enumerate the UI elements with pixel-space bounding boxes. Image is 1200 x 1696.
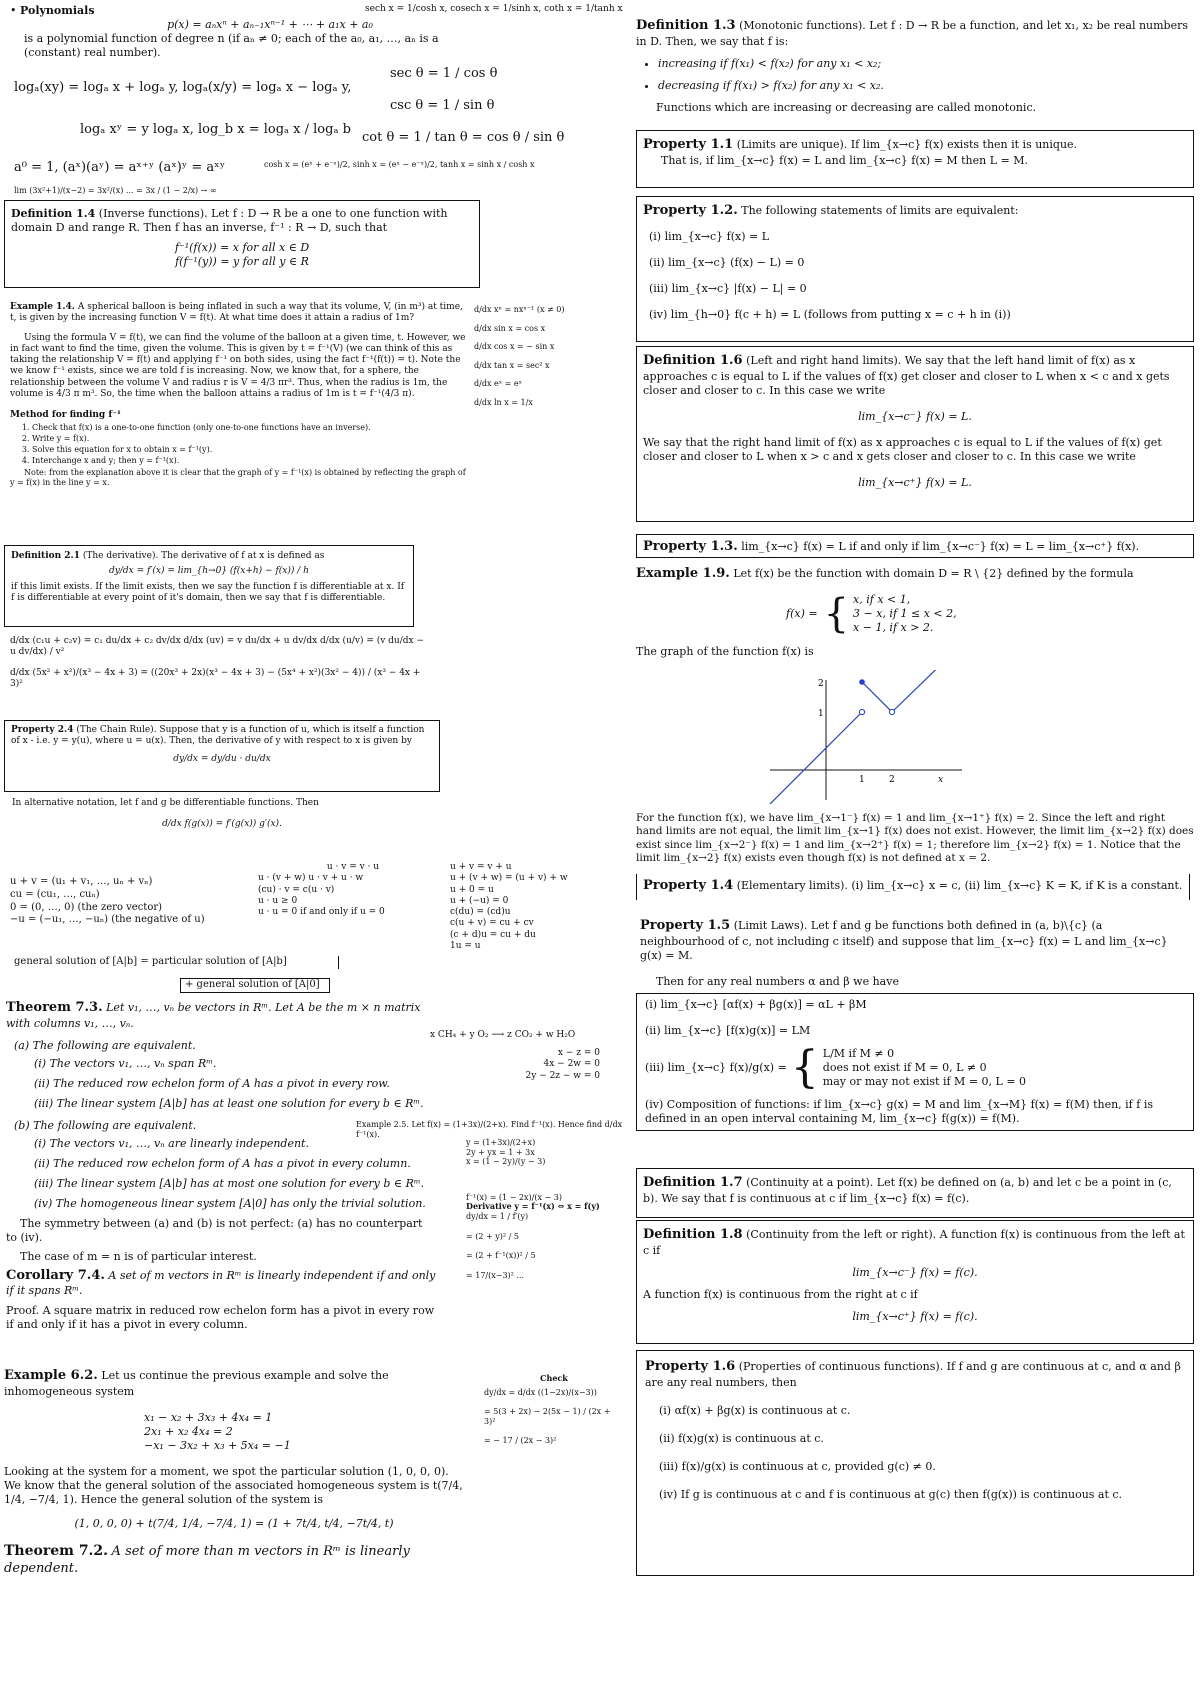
example-1-4 bbox=[10, 302, 468, 488]
quotient-example: d/dx (5x² + x²)/(x³ − 4x + 3) = ((20x³ + 2x)(x³ − 4x + 3) − (5x⁴ + x²)(3x² − 4)) / (x³ − 4x + 3)² bbox=[10, 668, 421, 690]
property-1-1 bbox=[636, 130, 1194, 188]
poly-desc: is a polynomial function of degree n (if aₙ ≠ 0; each of the a₀, a₁, …, aₙ is a (constant) real number). bbox=[24, 32, 439, 60]
p15-then: Then for any real numbers α and β we have bbox=[656, 974, 899, 988]
open-point bbox=[859, 709, 864, 714]
d18-eq1: lim_{x→c⁻} f(x) = f(c). bbox=[852, 1265, 978, 1279]
ex62-system bbox=[144, 1411, 464, 1453]
method-step: 4. Interchange x and y; then y = f⁻¹(x). bbox=[32, 456, 468, 466]
vector-axiom: u + 0 = u bbox=[450, 884, 494, 895]
p15-case: L/M if M ≠ 0 bbox=[822, 1046, 895, 1060]
vector-axiom: c(u + v) = cu + cv bbox=[450, 918, 534, 929]
p11-text: (Limits are unique). If lim_{x→c} f(x) exists then it is unique. bbox=[736, 138, 1078, 151]
thm73-a-item: (ii) The reduced row echelon form of A has a pivot in every row. bbox=[34, 1076, 390, 1090]
property-1-3 bbox=[636, 534, 1194, 558]
thm72-title: Theorem 7.2. bbox=[4, 1543, 109, 1560]
chem-system bbox=[460, 1048, 600, 1082]
prop24-title: Property 2.4 bbox=[11, 725, 74, 735]
graph-text: The graph of the function f(x) is bbox=[636, 644, 814, 658]
general-solution: general solution of [A|b] = particular solution of [A|b] bbox=[14, 956, 339, 969]
derivation-step: = 17/(x−3)² ... bbox=[466, 1270, 525, 1280]
vector-axiom: u + (v + w) = (u + v) + w bbox=[450, 873, 568, 884]
case-note: The case of m = n is of particular interest. bbox=[20, 1249, 257, 1263]
vector-op: cu = (cu₁, …, cuₙ) bbox=[10, 888, 100, 900]
poly-formula: p(x) = aₙxⁿ + aₙ₋₁xⁿ⁻¹ + ⋯ + a₁x + a₀ bbox=[167, 18, 373, 32]
p12-item: (iv) lim_{h→0} f(c + h) = L (follows from putting x = c + h in (i)) bbox=[649, 307, 1011, 321]
hyperbolic-defs: cosh x = (eˣ + e⁻ˣ)/2, sinh x = (eˣ − e⁻ˣ)/2, tanh x = sinh x / cosh x bbox=[264, 160, 535, 169]
derivative-rules: d/dx (c₁u + c₂v) = c₁ du/dx + c₂ dv/dx d/dx (uv) = v du/dx + u dv/dx d/dx (u/v) = (v du/dx − u dv/dx) / v² bbox=[10, 636, 424, 658]
d18-text2: A function f(x) is continuous from the right at c if bbox=[643, 1287, 918, 1301]
definition-1-7 bbox=[636, 1168, 1194, 1218]
sec-def: sec θ = 1 / cos θ bbox=[390, 66, 498, 81]
def21-eq: dy/dx = f′(x) = lim_{h→0} (f(x+h) − f(x)) / h bbox=[109, 566, 309, 577]
piecewise-lhs: f(x) = bbox=[786, 606, 818, 620]
p11-text2: That is, if lim_{x→c} f(x) = L and lim_{x→c} f(x) = M then L = M. bbox=[661, 153, 1028, 167]
tiny-limit-row: lim (3x²+1)/(x−2) = 3x²/(x) ... = 3x / (1 − 2/x) → ∞ bbox=[14, 186, 217, 195]
example-6-2 bbox=[4, 1368, 464, 1578]
cot-def: cot θ = 1 / tan θ = cos θ / sin θ bbox=[362, 130, 565, 145]
d16-text: (Left and right hand limits). We say that the left hand limit of f(x) as x approaches c is equal to L if the values of f(x) get closer and closer to L when x < c and x gets closer and closer to c. In this case we write bbox=[643, 354, 1170, 397]
tick-label: 2 bbox=[818, 679, 824, 689]
property-1-6 bbox=[636, 1350, 1194, 1576]
d16-eq2: lim_{x→c⁺} f(x) = L. bbox=[858, 476, 972, 490]
proof-text: Proof. A square matrix in reduced row echelon form has a pivot in every row if and only if it has a pivot in every column. bbox=[6, 1304, 435, 1332]
vector-op: u + v = (u₁ + v₁, …, uₙ + vₙ) bbox=[10, 876, 153, 887]
tick-label: 1 bbox=[859, 775, 865, 785]
property-2-4 bbox=[4, 720, 440, 831]
def13-after: Functions which are increasing or decreasing are called monotonic. bbox=[656, 100, 1037, 114]
ex62-final: (1, 0, 0, 0) + t(7/4, 1/4, −7/4, 1) = (1 + 7t/4, t/4, −7t/4, t) bbox=[74, 1517, 394, 1531]
vector-axiom: (c + d)u = cu + du bbox=[450, 929, 536, 940]
segment-x-minus-1 bbox=[892, 670, 956, 712]
property-1-4 bbox=[636, 874, 1190, 900]
derivation-step: = (2 + y)² / 5 bbox=[466, 1231, 519, 1241]
ex19-after: For the function f(x), we have lim_{x→1⁻} f(x) = 1 and lim_{x→1⁺} f(x) = 2. Since the left and right hand limits are not equal, the limit lim_{x→1} f(x) does not exist. However, the limit lim_{x→2} f(x) does exist since lim_{x→2⁻} f(x) = 1 and lim_{x→2⁺} f(x) = 1; therefore lim_{x→2} f(x) = 1. Notice that the limit lim_{x→2} f(x) exists even though f(x) is not defined at x = 2. bbox=[636, 812, 1194, 865]
p15-iv: (iv) Composition of functions: if lim_{x→c} g(x) = M and lim_{x→M} f(x) = f(M) then, if f is defined in an open interval containing M, lim_{x→c} f(g(x)) = f(M). bbox=[645, 1098, 1153, 1126]
dot-prop: u · v = v · u bbox=[326, 862, 380, 872]
side-derivation bbox=[466, 1138, 616, 1280]
p13-text: lim_{x→c} f(x) = L if and only if lim_{x→c⁻} f(x) = L = lim_{x→c⁺} f(x). bbox=[741, 540, 1140, 553]
p15-case: does not exist if M = 0, L ≠ 0 bbox=[822, 1060, 987, 1074]
def14-eq2: f(f⁻¹(y)) = y for all y ∈ R bbox=[175, 255, 309, 269]
def13-text: (Monotonic functions). Let f : D → R be a function, and let x₁, x₂ be real numbers in D. Then, we say that f is: bbox=[636, 19, 1189, 48]
vector-axiom: c(du) = (cd)u bbox=[450, 907, 511, 917]
thm73-a-item: (i) The vectors v₁, …, vₙ span Rᵐ. bbox=[34, 1056, 217, 1070]
def14-title: Definition 1.4 bbox=[11, 207, 96, 220]
dot-prop: u · u ≥ 0 bbox=[258, 895, 298, 906]
p16-item: (iii) f(x)/g(x) is continuous at c, provided g(c) ≠ 0. bbox=[659, 1459, 936, 1473]
deriv-rule: d/dx ln x = 1/x bbox=[474, 397, 533, 407]
ex19-text: Let f(x) be the function with domain D = R \ {2} defined by the formula bbox=[733, 567, 1134, 580]
chem-eq-row: 4x − 2w = 0 bbox=[543, 1059, 600, 1070]
piecewise-def bbox=[786, 590, 1194, 637]
p16-text: (Properties of continuous functions). If f and g are continuous at c, and α and β are any real numbers, then bbox=[645, 1360, 1181, 1389]
definition-1-3 bbox=[636, 18, 1196, 115]
dot-prop: u · u = 0 if and only if u = 0 bbox=[258, 907, 385, 917]
def13-title: Definition 1.3 bbox=[636, 18, 736, 33]
piecewise-graph bbox=[766, 670, 966, 804]
example-1-9 bbox=[636, 566, 1194, 659]
log-rules-1: logₐ(xy) = logₐ x + logₐ y, logₐ(x/y) = logₐ x − logₐ y, bbox=[14, 80, 352, 95]
p14-title: Property 1.4 bbox=[643, 878, 734, 893]
deriv-rule: d/dx tan x = sec² x bbox=[474, 360, 550, 370]
dot-prop: (cu) · v = c(u · v) bbox=[258, 884, 335, 895]
ex14-solution: Using the formula V = f(t), we can find the volume of the balloon at a given time, t. However, we in fact want to find the time, given the volume. This is given by t = f⁻¹(V) (we can think of this as taking the relationship V = f(t) and applying f⁻¹ on both sides, using the fact f⁻¹(f(t)) = t). Note the we know f⁻¹ exists, since we are told f is increasing. Now, we know that, for a sphere, the relationship between the volume V and radius r is V = 4/3 πr³. Thus, when the radius is 1m, the volume is 4/3 π m³. So, the time when the balloon attains a radius of 1m is t = f⁻¹(4/3 π). bbox=[10, 332, 466, 399]
method-step: 1. Check that f(x) is a one-to-one function (only one-to-one functions have an inverse). bbox=[32, 423, 468, 433]
d18-text: (Continuity from the left or right). A function f(x) is continuous from the left at c if bbox=[643, 1228, 1185, 1257]
property-1-2 bbox=[636, 196, 1194, 342]
derivation-step: 2y + yx = 1 + 3x bbox=[466, 1147, 535, 1157]
p16-item: (iv) If g is continuous at c and f is continuous at g(c) then f(g(x)) is continuous at c. bbox=[659, 1487, 1123, 1501]
p16-item: (ii) f(x)g(x) is continuous at c. bbox=[659, 1431, 824, 1445]
thm73-a: (a) The following are equivalent. bbox=[14, 1038, 196, 1052]
ex62-text: Let us continue the previous example and solve the inhomogeneous system bbox=[4, 1369, 389, 1398]
p15-case: may or may not exist if M = 0, L = 0 bbox=[822, 1075, 1027, 1089]
p15-title: Property 1.5 bbox=[640, 918, 731, 933]
d16-eq1: lim_{x→c⁻} f(x) = L. bbox=[858, 409, 972, 423]
symmetry-note: The symmetry between (a) and (b) is not perfect: (a) has no counterpart to (iv). bbox=[6, 1217, 423, 1245]
check-row: = − 17 / (2x − 3)² bbox=[484, 1436, 557, 1446]
p15-iii-lhs: (iii) lim_{x→c} f(x)/g(x) = bbox=[645, 1060, 787, 1074]
derivative-table bbox=[474, 305, 634, 408]
def13-list bbox=[636, 57, 1196, 93]
p12-item: (i) lim_{x→c} f(x) = L bbox=[649, 229, 770, 243]
segment-3-minus-x bbox=[862, 682, 892, 712]
method-step: 2. Write y = f(x). bbox=[32, 434, 468, 444]
p11-title: Property 1.1 bbox=[643, 137, 734, 152]
brace-icon: { bbox=[823, 590, 850, 637]
def13-item: • increasing if f(x₁) < f(x₂) for any x₁ < x₂; bbox=[658, 57, 1196, 71]
theorem-7-3 bbox=[6, 1000, 436, 1333]
csc-def: csc θ = 1 / sin θ bbox=[390, 98, 495, 113]
p12-item: (iii) lim_{x→c} |f(x) − L| = 0 bbox=[649, 281, 807, 295]
d17-title: Definition 1.7 bbox=[643, 1175, 743, 1190]
definition-2-1 bbox=[4, 545, 414, 627]
piece-case: x, if x < 1, bbox=[853, 592, 911, 606]
derivation-step: y = (1+3x)/(2+x) bbox=[466, 1138, 536, 1147]
d18-title: Definition 1.8 bbox=[643, 1227, 743, 1242]
deriv-rule: d/dx xⁿ = nxⁿ⁻¹ (x ≠ 0) bbox=[474, 305, 565, 314]
piece-case: x − 1, if x > 2. bbox=[853, 620, 934, 634]
vector-op: 0 = (0, …, 0) (the zero vector) bbox=[10, 901, 163, 913]
p12-title: Property 1.2. bbox=[643, 203, 738, 218]
p13-title: Property 1.3. bbox=[643, 539, 738, 554]
tick-label: 2 bbox=[889, 775, 895, 785]
d16-text2: We say that the right hand limit of f(x) as x approaches c is equal to L if the values of f(x) get closer and closer to L when x > c and x gets closer and closer to c. In this case we write bbox=[643, 435, 1162, 463]
cor74-text: A set of m vectors in Rᵐ is linearly independent if and only if it spans Rᵐ. bbox=[6, 1268, 436, 1298]
ex62-after: Looking at the system for a moment, we spot the particular solution (1, 0, 0, 0). We know that the general solution of the associated homogeneous system is t(7/4, 1/4, −7/4, 1). Hence the general solution of the system is bbox=[4, 1464, 463, 1507]
hyperbolic-recips: sech x = 1/cosh x, cosech x = 1/sinh x, coth x = 1/tanh x bbox=[365, 4, 623, 14]
deriv-rule: d/dx eˣ = eˣ bbox=[474, 379, 523, 389]
cor74-title: Corollary 7.4. bbox=[6, 1267, 105, 1283]
derivation-step: = (2 + f⁻¹(x))² / 5 bbox=[466, 1251, 536, 1261]
p16-item: (i) αf(x) + βg(x) is continuous at c. bbox=[659, 1403, 851, 1417]
ex62-title: Example 6.2. bbox=[4, 1368, 98, 1383]
thm73-b: (b) The following are equivalent. bbox=[14, 1119, 197, 1133]
method-step: 3. Solve this equation for x to obtain x = f⁻¹(y). bbox=[32, 445, 468, 455]
def13-item: • decreasing if f(x₁) > f(x₂) for any x₁ < x₂. bbox=[658, 79, 1196, 93]
poly-title: Polynomials bbox=[20, 4, 95, 17]
thm73-title: Theorem 7.3. bbox=[6, 1000, 103, 1015]
example-2-5-label: Example 2.5. Let f(x) = (1+3x)/(2+x). Find f⁻¹(x). Hence find d/dx f⁻¹(x). bbox=[356, 1120, 623, 1139]
limit-laws-box bbox=[636, 993, 1194, 1131]
thm73-b-item: (ii) The reduced row echelon form of A has a pivot in every column. bbox=[34, 1157, 411, 1171]
axis-label: x bbox=[938, 775, 944, 785]
ex19-title: Example 1.9. bbox=[636, 566, 730, 581]
p12-item: (ii) lim_{x→c} (f(x) − L) = 0 bbox=[649, 255, 805, 269]
method-title: Method for finding f⁻¹ bbox=[10, 410, 121, 420]
definition-1-6 bbox=[636, 346, 1194, 522]
p15-item: (i) lim_{x→c} [αf(x) + βg(x)] = αL + βM bbox=[645, 997, 867, 1011]
thm73-b-item: (iii) The linear system [A|b] has at most one solution for every b ∈ Rᵐ. bbox=[34, 1177, 425, 1191]
piecewise-cases bbox=[853, 593, 957, 635]
derivation-step: Derivative y = f⁻¹(x) ⇔ x = f(y) bbox=[466, 1201, 600, 1212]
brace-icon: { bbox=[790, 1042, 819, 1094]
p16-title: Property 1.6 bbox=[645, 1359, 736, 1374]
piece-case: 3 − x, if 1 ≤ x < 2, bbox=[853, 606, 957, 620]
method-steps bbox=[10, 423, 468, 466]
derivation-step: f⁻¹(x) = (1 − 2x)/(x − 3) bbox=[466, 1192, 562, 1202]
thm73-b-item: (i) The vectors v₁, …, vₙ are linearly independent. bbox=[34, 1137, 309, 1151]
p15-item: (ii) lim_{x→c} [f(x)g(x)] = LM bbox=[645, 1023, 811, 1037]
def21-title: Definition 2.1 bbox=[11, 551, 80, 561]
exp-rules: a⁰ = 1, (aˣ)(aʸ) = aˣ⁺ʸ (aˣ)ʸ = aˣʸ bbox=[14, 160, 226, 175]
d17-text: (Continuity at a point). Let f(x) be defined on (a, b) and let c be a point in (c, b). We say that f is continuous at c if lim_{x→c} f(x) = f(c). bbox=[643, 1176, 1172, 1205]
vector-axiom: 1u = u bbox=[450, 940, 481, 951]
check-block bbox=[484, 1374, 624, 1446]
chem-eq-row: 2y − 2z − w = 0 bbox=[525, 1070, 600, 1081]
prop24-text: (The Chain Rule). Suppose that y is a function of u, which is itself a function of x - i.e. y = y(u), where u = u(x). Then, the derivative of y with respect to x is given by bbox=[11, 725, 425, 747]
check-row: dy/dx = d/dx ((1−2x)/(x−3)) bbox=[484, 1387, 597, 1397]
derivation-step: dy/dx = 1 / f′(y) bbox=[466, 1211, 529, 1221]
thm72-text: A set of more than m vectors in Rᵐ is linearly dependent. bbox=[4, 1544, 410, 1577]
ex62-eq: x₁ − x₂ + 3x₃ + 4x₄ = 1 bbox=[144, 1410, 273, 1424]
ex62-eq: 2x₁ + x₂ 4x₄ = 2 bbox=[144, 1424, 233, 1438]
thm73-a-item: (iii) The linear system [A|b] has at least one solution for every b ∈ Rᵐ. bbox=[34, 1096, 424, 1110]
dot-product-props bbox=[258, 862, 448, 918]
vector-axioms bbox=[450, 862, 630, 952]
tick-label: 1 bbox=[818, 709, 824, 719]
right-column bbox=[636, 0, 1200, 1696]
def14-eq1: f⁻¹(f(x)) = x for all x ∈ D bbox=[174, 241, 310, 255]
def21-after: if this limit exists. If the limit exists, then we say the function f is differentiable at x. If f is differentiable at every point of it's domain, then we say that f is differentiable. bbox=[11, 581, 405, 603]
definition-1-8 bbox=[636, 1220, 1194, 1344]
def21-text: (The derivative). The derivative of f at x is defined as bbox=[82, 551, 325, 561]
filled-point bbox=[859, 679, 865, 685]
p15-iii bbox=[645, 1042, 1185, 1094]
open-point bbox=[889, 709, 894, 714]
d18-eq2: lim_{x→c⁺} f(x) = f(c). bbox=[852, 1309, 978, 1323]
ex62-eq: −x₁ − 3x₂ + x₃ + 5x₄ = −1 bbox=[144, 1438, 291, 1452]
p14-text: (Elementary limits). (i) lim_{x→c} x = c, (ii) lim_{x→c} K = K, if K is a constant. bbox=[736, 879, 1183, 892]
prop24-eq2: d/dx f(g(x)) = f′(g(x)) g′(x). bbox=[162, 819, 282, 830]
dot-prop: u · (v + w) u · v + u · w bbox=[258, 873, 364, 884]
p12-text: The following statements of limits are equivalent: bbox=[741, 204, 1019, 217]
chem-eq-row: x − z = 0 bbox=[557, 1048, 600, 1058]
ex14-text: A spherical balloon is being inflated in such a way that its volume, V, (in m³) at time, t, is given by the increasing function V = f(t). At what time does it attain a radius of 1m? bbox=[10, 302, 463, 324]
vector-axiom: u + (−u) = 0 bbox=[450, 895, 509, 906]
method-note: Note: from the explanation above it is clear that the graph of y = f⁻¹(x) is obtained by reflecting the graph of y = f(x) in the line y = x. bbox=[10, 468, 466, 488]
polynomials-section: • Polynomials p(x) = aₙxⁿ + aₙ₋₁xⁿ⁻¹ + ⋯ + a₁x + a₀ is a polynomial function of degree n (if aₙ ≠ 0; each of the a₀, a₁, …, aₙ is a (constant) real number). bbox=[10, 4, 450, 60]
d16-title: Definition 1.6 bbox=[643, 353, 743, 368]
def14-text: (Inverse functions). Let f : D → R be a one to one function with domain D and range R. Then f has an inverse, f⁻¹ : R → D, such that bbox=[11, 207, 448, 235]
p15-text: (Limit Laws). Let f and g be functions both defined in (a, b)\{c} (a neighbourhood of c, not including c itself) and suppose that lim_{x→c} f(x) = L and lim_{x→c} g(x) = M. bbox=[640, 919, 1168, 962]
thm73-b-item: (iv) The homogeneous linear system [A|0] has only the trivial solution. bbox=[34, 1197, 426, 1211]
p15-iii-cases bbox=[823, 1047, 1026, 1089]
vector-ops-left bbox=[10, 876, 250, 927]
definition-1-4 bbox=[4, 200, 480, 288]
chem-equation: x CH₄ + y O₂ ⟶ z CO₂ + w H₂O bbox=[430, 1030, 576, 1040]
derivation-step: x = (1 − 2y)/(y − 3) bbox=[466, 1157, 546, 1167]
property-1-5 bbox=[636, 918, 1194, 1131]
vector-axiom: u + v = v + u bbox=[450, 862, 512, 872]
check-row: = 5(3 + 2x) − 2(5x − 1) / (2x + 3)² bbox=[484, 1407, 611, 1426]
prop24-alt: In alternative notation, let f and g be differentiable functions. Then bbox=[12, 798, 319, 808]
thm73-text: Let v₁, …, vₙ be vectors in Rᵐ. Let A be the m × n matrix with columns v₁, …, vₙ. bbox=[6, 1001, 421, 1030]
deriv-rule: d/dx cos x = − sin x bbox=[474, 342, 555, 352]
prop24-eq: dy/dx = dy/du · du/dx bbox=[173, 753, 271, 764]
deriv-rule: d/dx sin x = cos x bbox=[474, 323, 546, 333]
vector-op: −u = (−u₁, …, −uₙ) (the negative of u) bbox=[10, 914, 205, 926]
ex14-title: Example 1.4. bbox=[10, 302, 75, 312]
segment-x bbox=[770, 712, 862, 804]
general-solution-homog: + general solution of [A|0] bbox=[180, 978, 330, 993]
check-label: Check bbox=[540, 1373, 568, 1383]
log-rules-2: logₐ xʸ = y logₐ x, log_b x = logₐ x / logₐ b bbox=[80, 122, 351, 137]
